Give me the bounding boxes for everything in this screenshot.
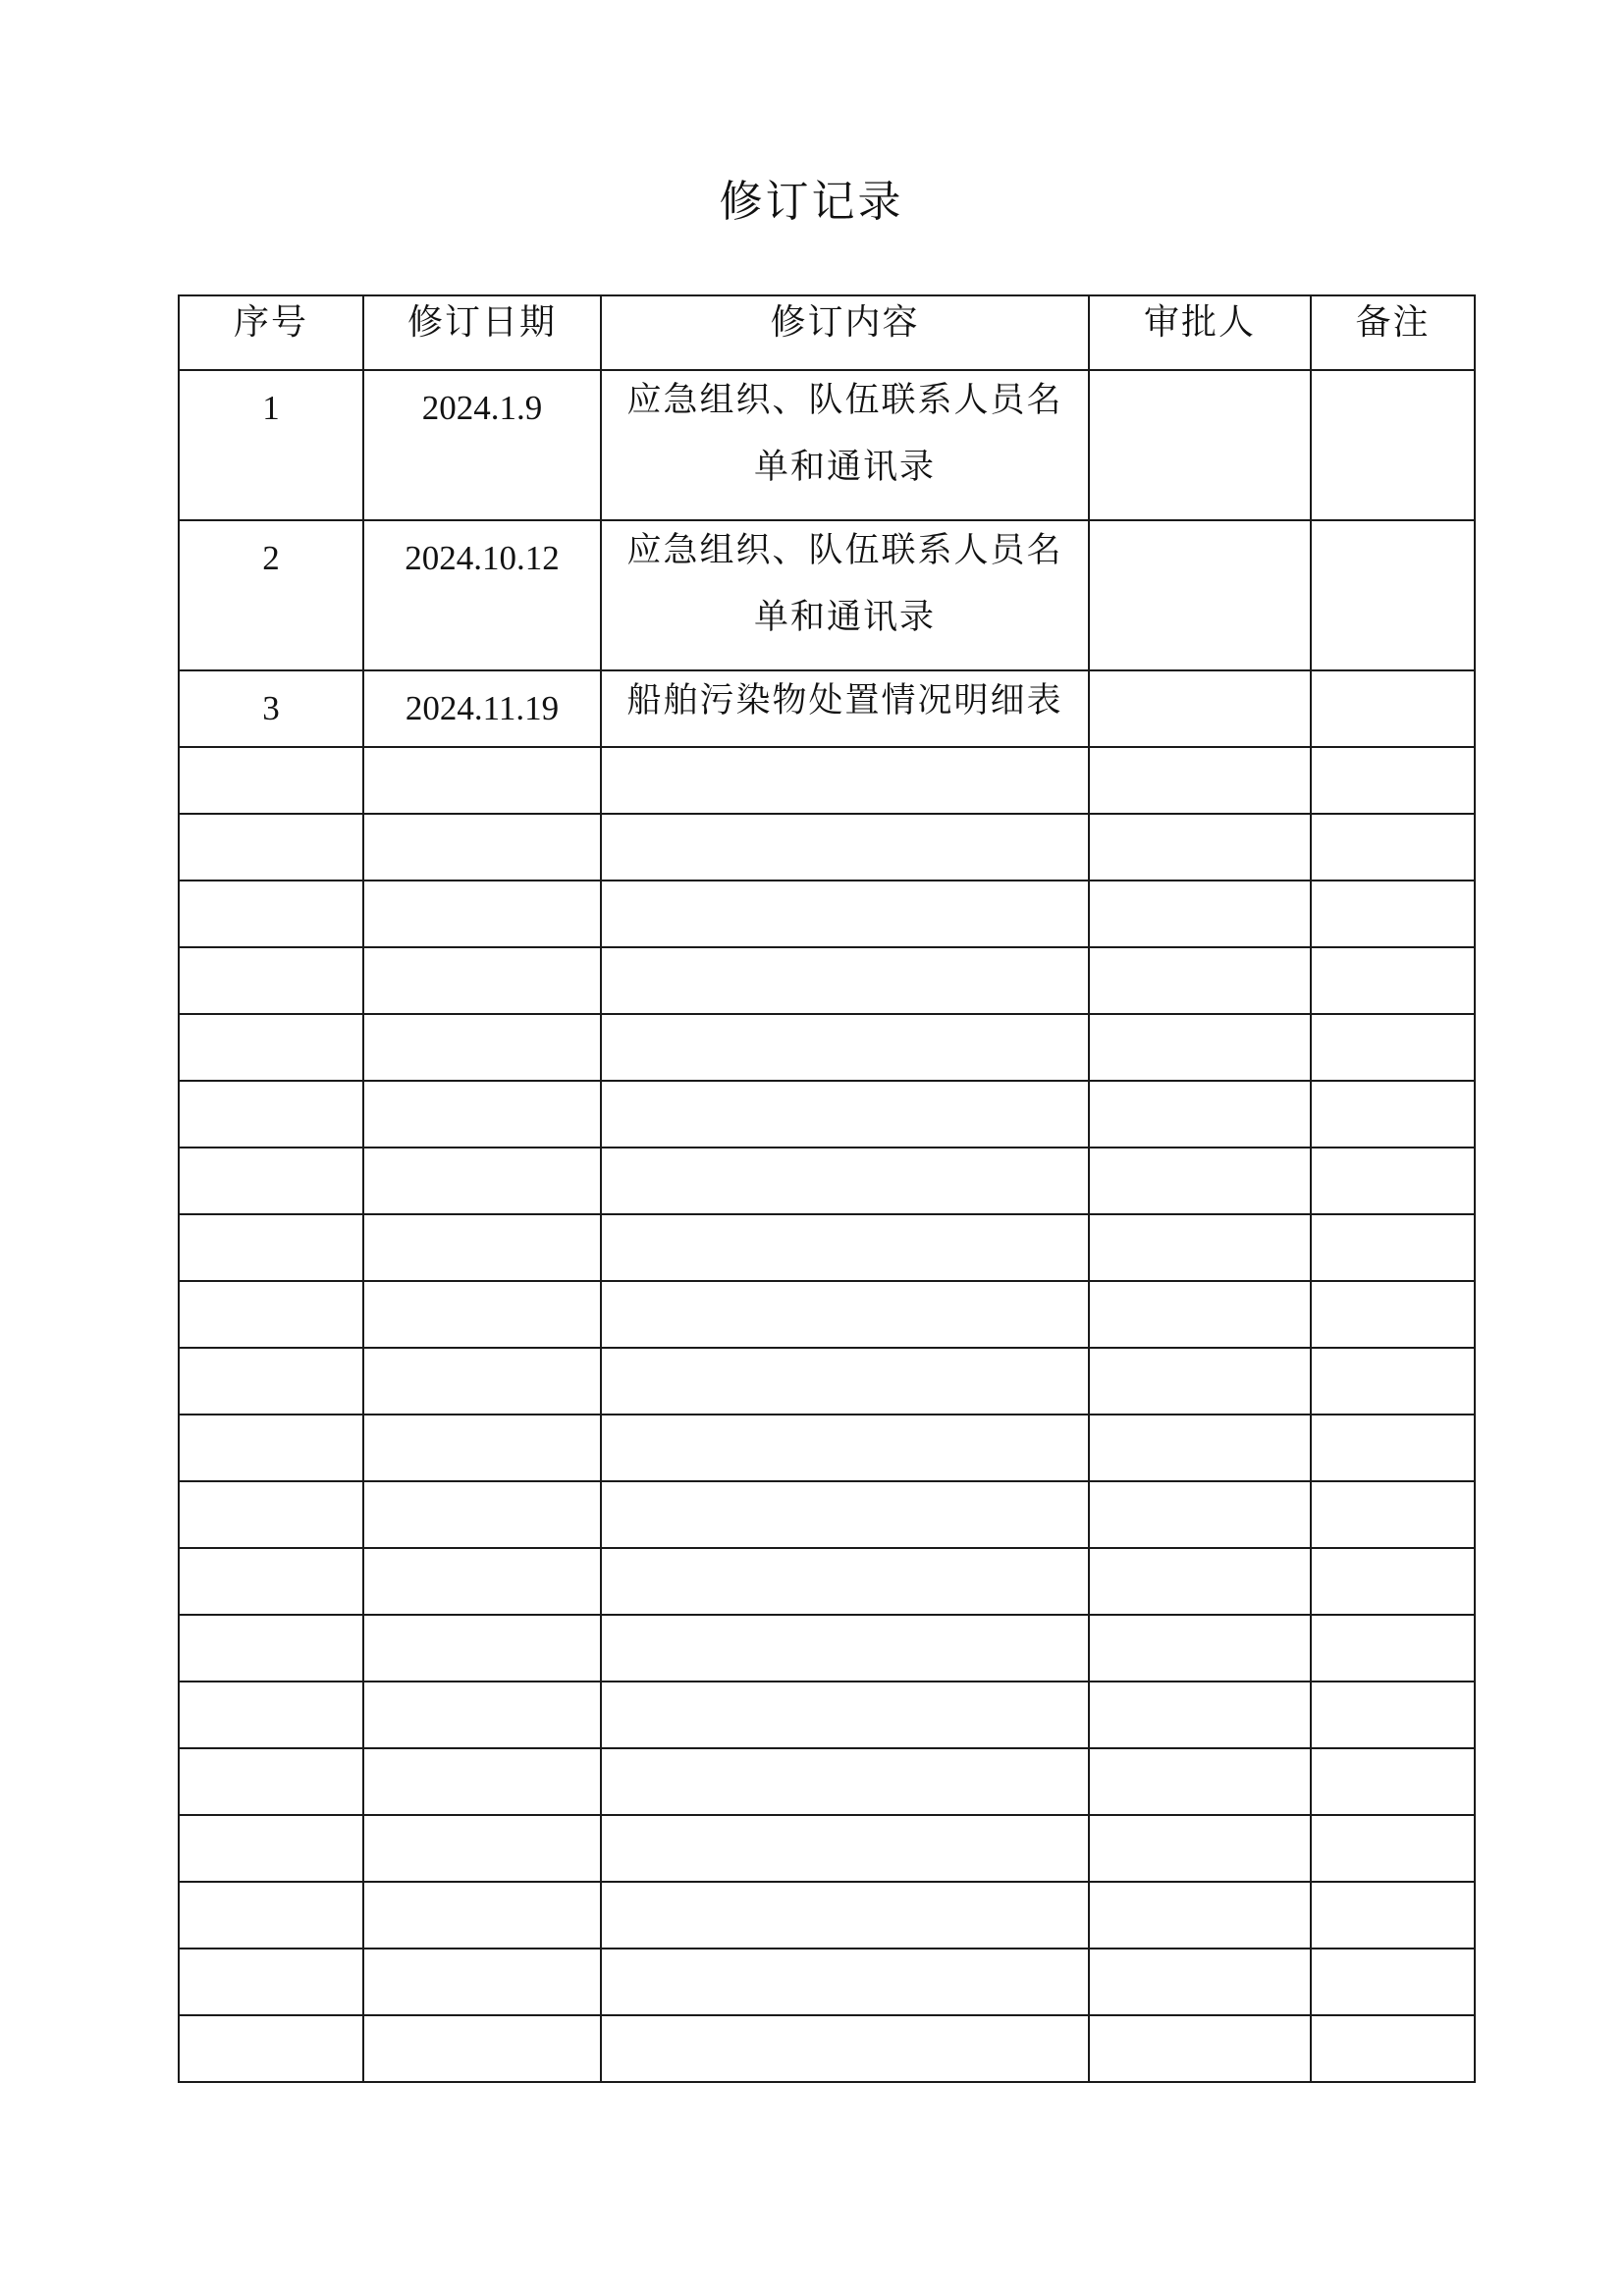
- cell-revision-content: [601, 1615, 1089, 1682]
- cell-serial-no: [179, 1548, 363, 1615]
- cell-remarks: [1311, 1148, 1475, 1214]
- content-line-2: 单和通讯录: [753, 448, 936, 487]
- cell-approver: [1089, 670, 1311, 747]
- page-title: 修订记录: [719, 177, 904, 227]
- cell-revision-content: [601, 670, 1089, 747]
- cell-serial-no: [179, 1415, 363, 1481]
- cell-approver: [1089, 1615, 1311, 1682]
- cell-remarks: [1311, 670, 1475, 747]
- cell-revision-date: [363, 1348, 601, 1415]
- cell-approver: [1089, 947, 1311, 1014]
- content-line-2: 单和通讯录: [753, 598, 936, 637]
- table-header-row: [179, 295, 1475, 370]
- cell-revision-date: [363, 947, 601, 1014]
- table-row: [179, 670, 1475, 747]
- content-line-1: 船舶污染物处置情况明细表: [626, 681, 1063, 721]
- header-revision-content: 修订内容: [601, 295, 1089, 370]
- cell-revision-date: [363, 1949, 601, 2015]
- cell-revision-content: [601, 1348, 1089, 1415]
- table-row-empty: [179, 1081, 1475, 1148]
- cell-remarks: [1311, 947, 1475, 1014]
- cell-approver: [1089, 1081, 1311, 1148]
- cell-approver: [1089, 1014, 1311, 1081]
- cell-remarks: [1311, 1081, 1475, 1148]
- cell-serial-no: [179, 1281, 363, 1348]
- table-row: [179, 520, 1475, 670]
- table-row-empty: [179, 1615, 1475, 1682]
- cell-serial-no: [179, 947, 363, 1014]
- cell-revision-content: [601, 1815, 1089, 1882]
- cell-revision-content: [601, 1081, 1089, 1148]
- cell-approver: [1089, 1481, 1311, 1548]
- cell-approver: [1089, 1949, 1311, 2015]
- table-row-empty: [179, 881, 1475, 947]
- cell-approver: [1089, 520, 1311, 670]
- cell-revision-content: [601, 881, 1089, 947]
- cell-revision-content: [601, 370, 1089, 520]
- cell-remarks: [1311, 1348, 1475, 1415]
- table-row-empty: [179, 1281, 1475, 1348]
- cell-approver: [1089, 2015, 1311, 2082]
- table-row-empty: [179, 747, 1475, 814]
- cell-approver: [1089, 1815, 1311, 1882]
- cell-revision-date: [363, 881, 601, 947]
- cell-revision-date: [363, 1014, 601, 1081]
- cell-remarks: [1311, 1815, 1475, 1882]
- cell-remarks: [1311, 1949, 1475, 2015]
- table-row-empty: [179, 1548, 1475, 1615]
- cell-serial-no: [179, 1682, 363, 1748]
- table-row-empty: [179, 814, 1475, 881]
- cell-serial-no: 2: [179, 520, 363, 670]
- cell-revision-content: [601, 1148, 1089, 1214]
- cell-serial-no: [179, 1014, 363, 1081]
- cell-approver: [1089, 1214, 1311, 1281]
- cell-revision-date: 2024.1.9: [363, 370, 601, 520]
- table-row-empty: [179, 1682, 1475, 1748]
- header-serial-no: 序号: [179, 295, 363, 370]
- table-row-empty: [179, 1815, 1475, 1882]
- cell-serial-no: [179, 1815, 363, 1882]
- cell-serial-no: [179, 2015, 363, 2082]
- cell-revision-date: [363, 2015, 601, 2082]
- cell-revision-content: [601, 947, 1089, 1014]
- cell-serial-no: [179, 1148, 363, 1214]
- header-remarks: 备注: [1311, 295, 1475, 370]
- cell-approver: [1089, 1148, 1311, 1214]
- cell-remarks: [1311, 1281, 1475, 1348]
- table-row: [179, 370, 1475, 520]
- table-row-empty: [179, 1481, 1475, 1548]
- cell-revision-date: 2024.11.19: [363, 670, 601, 747]
- table-row-empty: [179, 947, 1475, 1014]
- cell-serial-no: [179, 1481, 363, 1548]
- cell-remarks: [1311, 747, 1475, 814]
- cell-revision-content: [601, 1281, 1089, 1348]
- cell-revision-date: [363, 1682, 601, 1748]
- table-row-empty: [179, 1148, 1475, 1214]
- cell-approver: [1089, 1882, 1311, 1949]
- cell-revision-date: [363, 747, 601, 814]
- cell-revision-content: [601, 747, 1089, 814]
- cell-remarks: [1311, 520, 1475, 670]
- cell-revision-date: [363, 1748, 601, 1815]
- cell-revision-date: [363, 1214, 601, 1281]
- cell-revision-content: [601, 1214, 1089, 1281]
- cell-revision-date: [363, 1481, 601, 1548]
- cell-approver: [1089, 881, 1311, 947]
- cell-remarks: [1311, 1615, 1475, 1682]
- table-row-empty: [179, 1748, 1475, 1815]
- cell-approver: [1089, 747, 1311, 814]
- cell-approver: [1089, 1548, 1311, 1615]
- cell-serial-no: 1: [179, 370, 363, 520]
- cell-revision-date: [363, 1148, 601, 1214]
- cell-approver: [1089, 370, 1311, 520]
- cell-remarks: [1311, 814, 1475, 881]
- cell-remarks: [1311, 1415, 1475, 1481]
- cell-revision-content: [601, 1949, 1089, 2015]
- cell-serial-no: [179, 747, 363, 814]
- cell-remarks: [1311, 1548, 1475, 1615]
- cell-approver: [1089, 1281, 1311, 1348]
- cell-revision-date: [363, 1815, 601, 1882]
- cell-revision-date: [363, 1281, 601, 1348]
- cell-serial-no: [179, 814, 363, 881]
- cell-remarks: [1311, 1682, 1475, 1748]
- cell-remarks: [1311, 2015, 1475, 2082]
- cell-serial-no: [179, 1348, 363, 1415]
- cell-revision-content: [601, 1748, 1089, 1815]
- cell-serial-no: [179, 1081, 363, 1148]
- cell-remarks: [1311, 1481, 1475, 1548]
- cell-serial-no: [179, 1882, 363, 1949]
- table-row-empty: [179, 1348, 1475, 1415]
- cell-revision-date: [363, 1081, 601, 1148]
- cell-serial-no: [179, 1214, 363, 1281]
- cell-approver: [1089, 1748, 1311, 1815]
- cell-revision-content: [601, 1548, 1089, 1615]
- cell-revision-content: [601, 1481, 1089, 1548]
- cell-serial-no: 3: [179, 670, 363, 747]
- cell-revision-content: [601, 520, 1089, 670]
- cell-remarks: [1311, 1014, 1475, 1081]
- cell-revision-date: [363, 814, 601, 881]
- cell-revision-content: [601, 1014, 1089, 1081]
- cell-revision-content: [601, 1682, 1089, 1748]
- content-line-1: 应急组织、队伍联系人员名: [626, 381, 1063, 420]
- cell-serial-no: [179, 881, 363, 947]
- header-approver: 审批人: [1089, 295, 1311, 370]
- cell-approver: [1089, 1682, 1311, 1748]
- cell-serial-no: [179, 1949, 363, 2015]
- table-row-empty: [179, 1415, 1475, 1481]
- cell-approver: [1089, 814, 1311, 881]
- cell-approver: [1089, 1415, 1311, 1481]
- cell-revision-date: 2024.10.12: [363, 520, 601, 670]
- table-row-empty: [179, 1214, 1475, 1281]
- cell-revision-date: [363, 1615, 601, 1682]
- cell-revision-content: [601, 814, 1089, 881]
- table-row-empty: [179, 1014, 1475, 1081]
- cell-revision-content: [601, 1882, 1089, 1949]
- cell-revision-content: [601, 1415, 1089, 1481]
- cell-remarks: [1311, 1214, 1475, 1281]
- cell-revision-content: [601, 2015, 1089, 2082]
- header-revision-date: 修订日期: [363, 295, 601, 370]
- cell-revision-date: [363, 1882, 601, 1949]
- content-line-1: 应急组织、队伍联系人员名: [626, 531, 1063, 570]
- table-row-empty: [179, 2015, 1475, 2082]
- cell-remarks: [1311, 1748, 1475, 1815]
- cell-approver: [1089, 1348, 1311, 1415]
- cell-revision-date: [363, 1548, 601, 1615]
- cell-serial-no: [179, 1748, 363, 1815]
- cell-remarks: [1311, 370, 1475, 520]
- cell-serial-no: [179, 1615, 363, 1682]
- cell-remarks: [1311, 881, 1475, 947]
- revision-table: [178, 294, 1476, 2083]
- cell-revision-date: [363, 1415, 601, 1481]
- cell-remarks: [1311, 1882, 1475, 1949]
- table-row-empty: [179, 1882, 1475, 1949]
- table-row-empty: [179, 1949, 1475, 2015]
